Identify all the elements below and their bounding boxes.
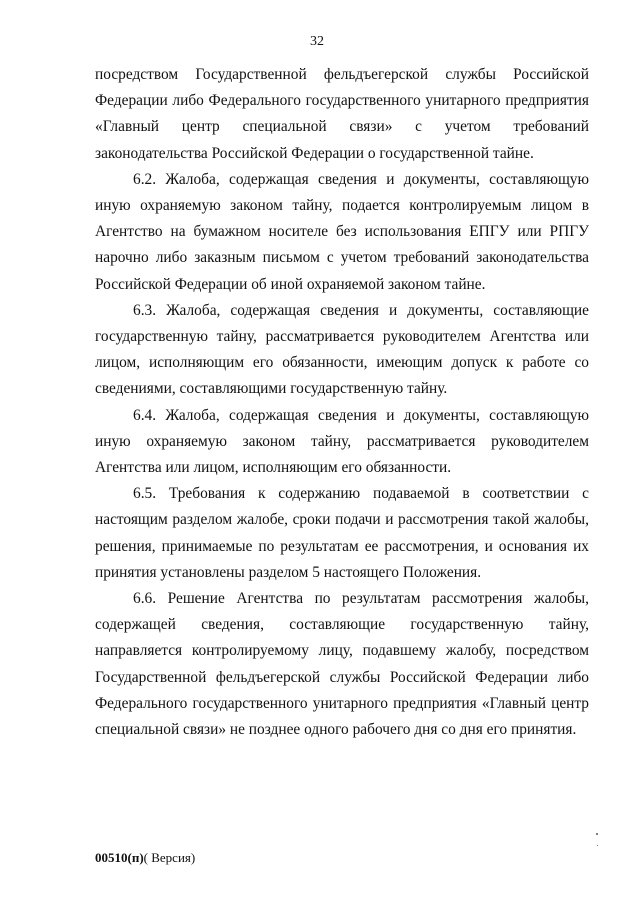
paragraph-6-4: 6.4. Жалоба, содержащая сведения и документы, составляющую иную охраняемую законом тайну, рассматривается руководителем Агентства или лицом, исполняющим его обязанности. xyxy=(95,406,589,477)
paragraph-continuation: посредством Государственной фельдъегерской службы Российской Федерации либо Федерального государственного унитарного предприятия «Главный центр специальной связи» с учетом требований законодательства Российской Федерации о государственной тайне. xyxy=(95,66,589,162)
document-version: ( Версия) xyxy=(143,850,196,865)
paragraph-6-6: 6.6. Решение Агентства по результатам рассмотрения жалобы, содержащей сведения, составляющие государственную тайну, направляется контролируемому лицу, подавшему жалобу, посредством Государственной фельдъегерской службы Российской Федерации либо Федерального государственного унитарного предприятия «Главный центр специальной связи» не позднее одного рабочего дня со дня его принятия. xyxy=(95,590,589,739)
scan-speck xyxy=(596,833,598,835)
page-number: 32 xyxy=(310,34,324,49)
document-body xyxy=(95,62,589,743)
paragraph-6-3: 6.3. Жалоба, содержащая сведения и документы, составляющие государственную тайну, рассматривается руководителем Агентства или лицом, исполняющим его обязанности, имеющим допуск к работе со сведениями, составляющими государственную тайну. xyxy=(95,301,589,398)
paragraph-6-2: 6.2. Жалоба, содержащая сведения и документы, составляющую иную охраняемую законом тайну, подается контролируемым лицом в Агентство на бумажном носителе без использования ЕПГУ или РПГУ нарочно либо заказным письмом с учетом требований законодательства Российской Федерации об иной охраняемой законом тайне. xyxy=(95,170,589,293)
scan-speck xyxy=(597,845,598,846)
document-code: 00510(п) xyxy=(95,850,144,865)
paragraph-6-5: 6.5. Требования к содержанию подаваемой в соответствии с настоящим разделом жалобе, сроки подачи и рассмотрения такой жалобы, решения, принимаемые по результатам ее рассмотрения, и основания их принятия установлены разделом 5 настоящего Положения. xyxy=(95,485,589,581)
document-footer-code xyxy=(95,850,195,866)
